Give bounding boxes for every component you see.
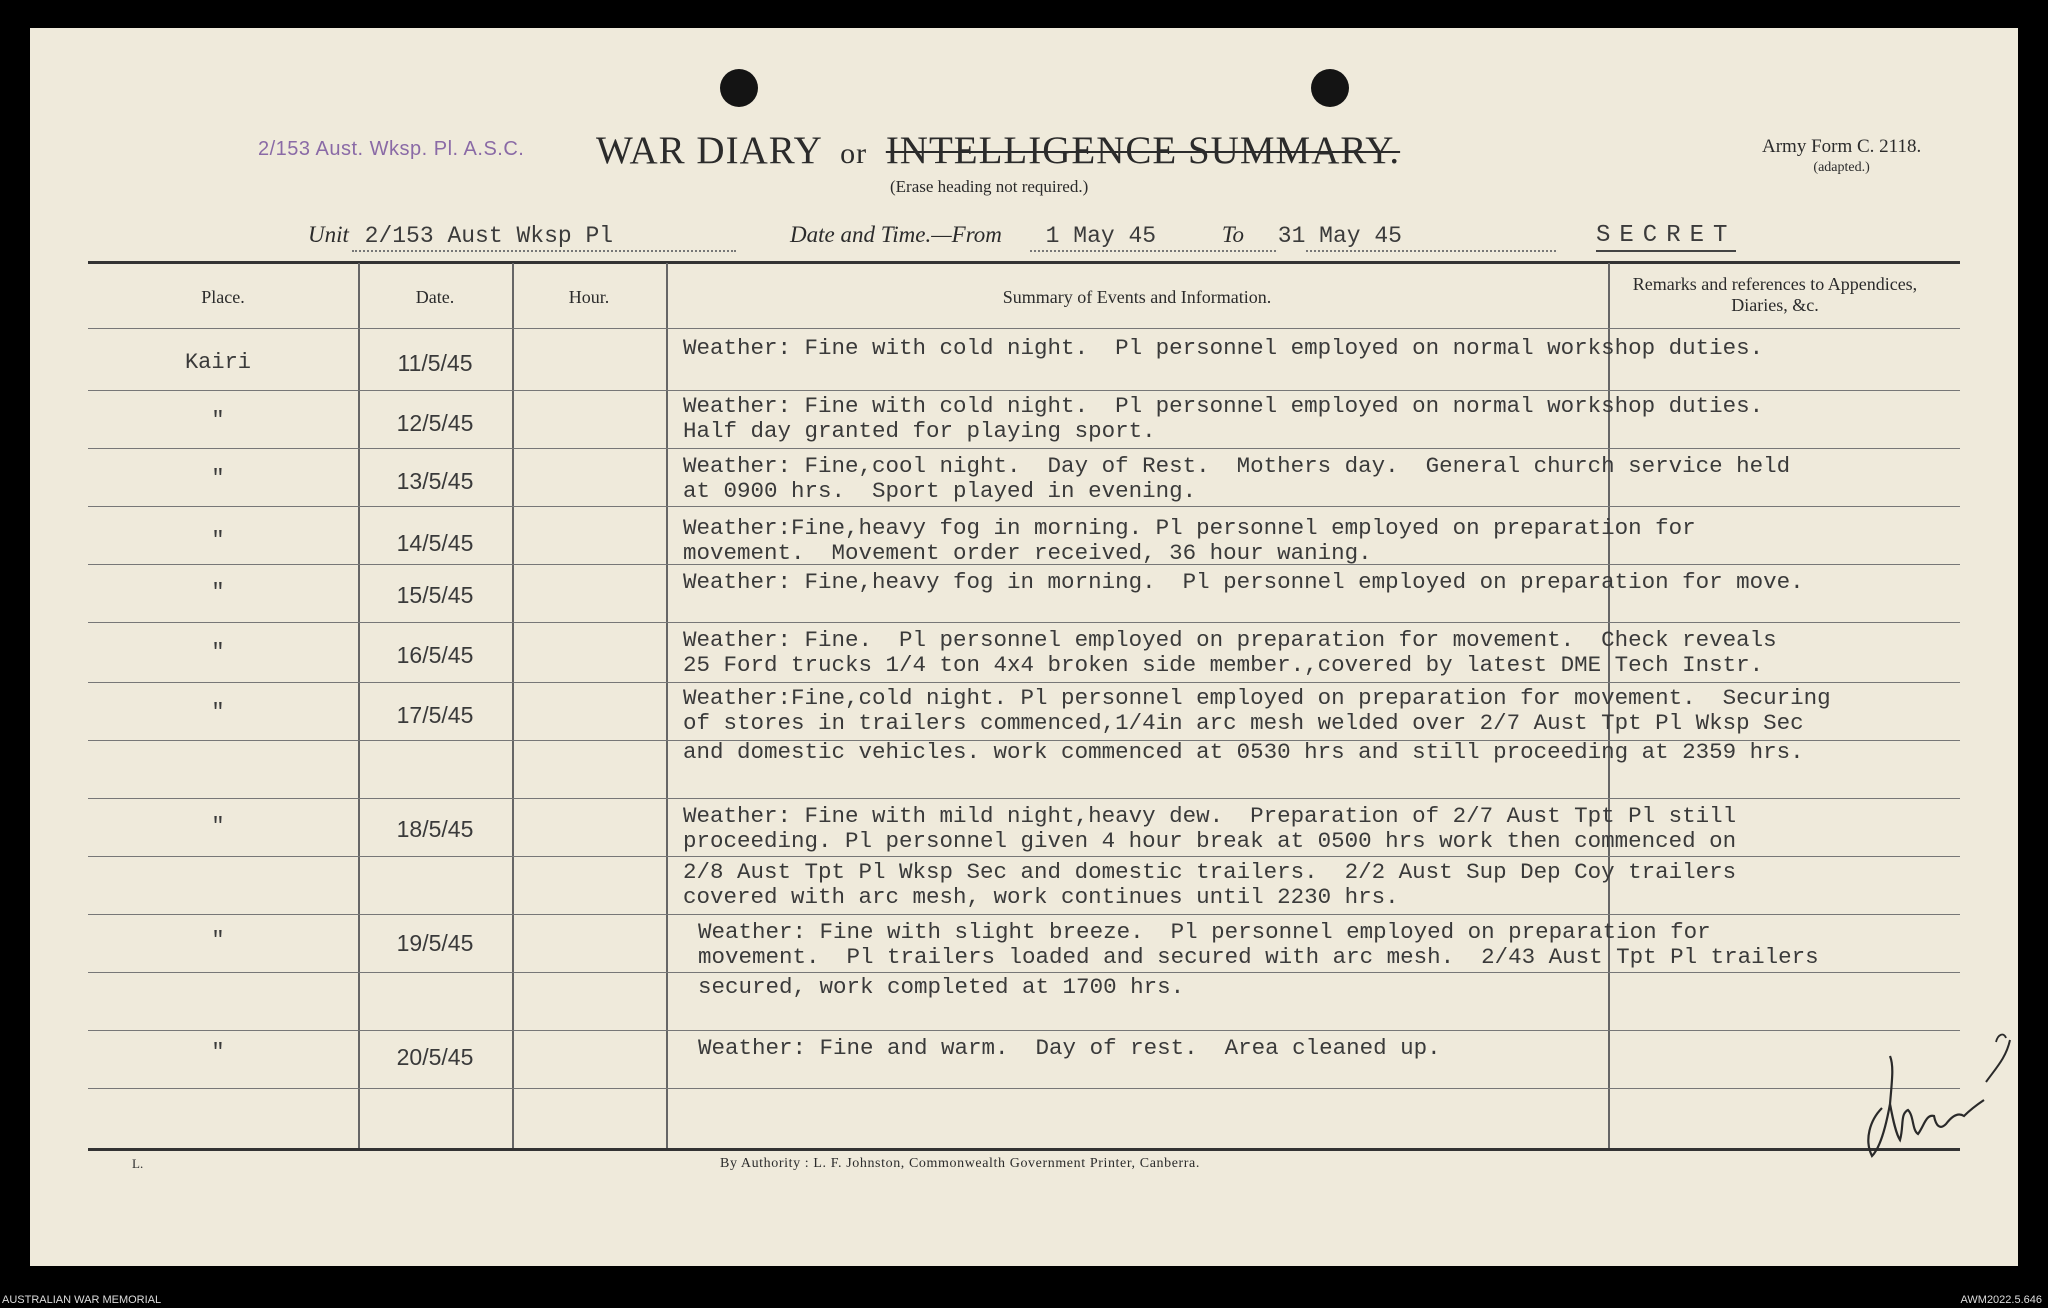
credit-right: AWM2022.5.646 [1960,1294,2042,1306]
col-header-remarks: Remarks and references to Appendices, Diaries, &c. [1632,274,1918,315]
date-cell: 14/5/45 [396,530,474,556]
place-cell: " [211,580,225,605]
unit-dotted-line [352,250,736,252]
place-cell: " [211,528,225,553]
date-cell: 11/5/45 [397,350,473,376]
col-header-summary: Summary of Events and Information. [1002,287,1272,307]
place-cell: " [211,640,225,665]
row-rule [88,390,1960,391]
column-divider [512,263,514,1148]
to-label: To [1221,222,1245,247]
table-top-rule [88,261,1960,264]
date-cell: 18/5/45 [396,816,474,842]
row-rule [88,1030,1960,1031]
place-cell: " [211,700,225,725]
row-rule [88,972,1960,973]
summary-line: Weather: Fine with cold night. Pl personnel employed on normal workshop duties. [683,393,1764,419]
to-dotted-line [1306,250,1556,252]
col-header-hour: Hour. [568,287,610,307]
col-header-date: Date. [415,287,455,307]
row-rule [88,856,1960,857]
from-dotted-line [1030,250,1276,252]
form-reference [1762,136,1921,176]
summary-line: Weather: Fine. Pl personnel employed on preparation for movement. Check reveals [683,627,1777,653]
column-divider [666,263,668,1148]
row-rule [88,328,1960,329]
summary-line: Weather: Fine with cold night. Pl personnel employed on normal workshop duties. [683,335,1764,361]
title-main: WAR DIARY [596,129,822,172]
title-struck: INTELLIGENCE SUMMARY. [885,129,1401,172]
place-cell: " [211,408,225,433]
printer-authority: By Authority : L. F. Johnston, Commonwealth Government Printer, Canberra. [720,1156,1200,1171]
summary-line: Weather: Fine and warm. Day of rest. Area cleaned up. [698,1035,1441,1061]
row-rule [88,622,1960,623]
punch-hole [1311,69,1349,107]
erase-note: (Erase heading not required.) [890,177,1089,196]
summary-line: Weather: Fine with mild night,heavy dew. Preparation of 2/7 Aust Tpt Pl still [683,803,1737,829]
classification-stamp: SECRET [1596,222,1736,252]
date-field [790,222,1402,252]
date-cell: 17/5/45 [396,702,474,728]
date-to: 31 May 45 [1277,223,1402,249]
summary-line: 2/8 Aust Tpt Pl Wksp Sec and domestic trailers. 2/2 Aust Sup Dep Coy trailers [683,859,1737,885]
form-title [596,128,1400,173]
unit-field [308,222,613,252]
row-rule [88,506,1960,507]
date-from: 1 May 45 [1045,223,1157,249]
summary-line: Weather:Fine,cold night. Pl personnel employed on preparation for movement. Securing [683,685,1831,711]
place-cell: " [211,814,225,839]
row-rule [88,682,1960,683]
table-bottom-rule [88,1148,1960,1151]
summary-line: secured, work completed at 1700 hrs. [698,974,1185,1000]
date-cell: 19/5/45 [396,930,474,956]
date-cell: 15/5/45 [396,582,474,608]
summary-line: proceeding. Pl personnel given 4 hour break at 0500 hrs work then commenced on [683,828,1737,854]
summary-line: movement. Pl trailers loaded and secured with arc mesh. 2/43 Aust Tpt Pl trailers [698,944,1819,970]
footer-mark: L. [132,1156,144,1171]
punch-hole [720,69,758,107]
credit-left: AUSTRALIAN WAR MEMORIAL [2,1294,162,1306]
place-cell: Kairi [184,350,251,375]
form-number: Army Form C. 2118. [1762,136,1922,157]
row-rule [88,1088,1960,1089]
summary-line: and domestic vehicles. work commenced at 0530 hrs and still proceeding at 2359 hrs. [683,739,1804,765]
unit-stamp: 2/153 Aust. Wksp. Pl. A.S.C. [258,138,525,160]
summary-line: 25 Ford trucks 1/4 ton 4x4 broken side member.,covered by latest DME Tech Instr. [683,652,1764,678]
date-cell: 12/5/45 [396,410,474,436]
row-rule [88,798,1960,799]
signature-initials [1860,1030,2020,1170]
date-label: Date and Time.—From [790,222,1002,247]
summary-line: Weather: Fine,heavy fog in morning. Pl personnel employed on preparation for move. [683,569,1804,595]
summary-line: Weather: Fine,cool night. Day of Rest. Mothers day. General church service held [683,453,1791,479]
form-adapted: (adapted.) [1813,160,1870,175]
summary-line: movement. Movement order received, 36 hour waning. [683,540,1372,566]
date-cell: 20/5/45 [396,1044,474,1070]
row-rule [88,914,1960,915]
summary-line: covered with arc mesh, work continues until 2230 hrs. [683,884,1399,910]
date-cell: 16/5/45 [396,642,474,668]
title-or: or [840,137,868,170]
place-cell: " [211,928,225,953]
date-cell: 13/5/45 [396,468,474,494]
row-rule [88,448,1960,449]
summary-line: Half day granted for playing sport. [683,418,1156,444]
unit-value: 2/153 Aust Wksp Pl [364,223,614,249]
unit-label: Unit [308,222,349,247]
summary-line: at 0900 hrs. Sport played in evening. [683,478,1197,504]
summary-line: Weather: Fine with slight breeze. Pl personnel employed on preparation for [698,919,1711,945]
place-cell: " [211,466,225,491]
summary-line: of stores in trailers commenced,1/4in arc mesh welded over 2/7 Aust Tpt Pl Wksp Sec [683,710,1804,736]
place-cell: " [211,1040,225,1065]
summary-line: Weather:Fine,heavy fog in morning. Pl personnel employed on preparation for [683,515,1696,541]
col-header-place: Place. [201,287,245,307]
